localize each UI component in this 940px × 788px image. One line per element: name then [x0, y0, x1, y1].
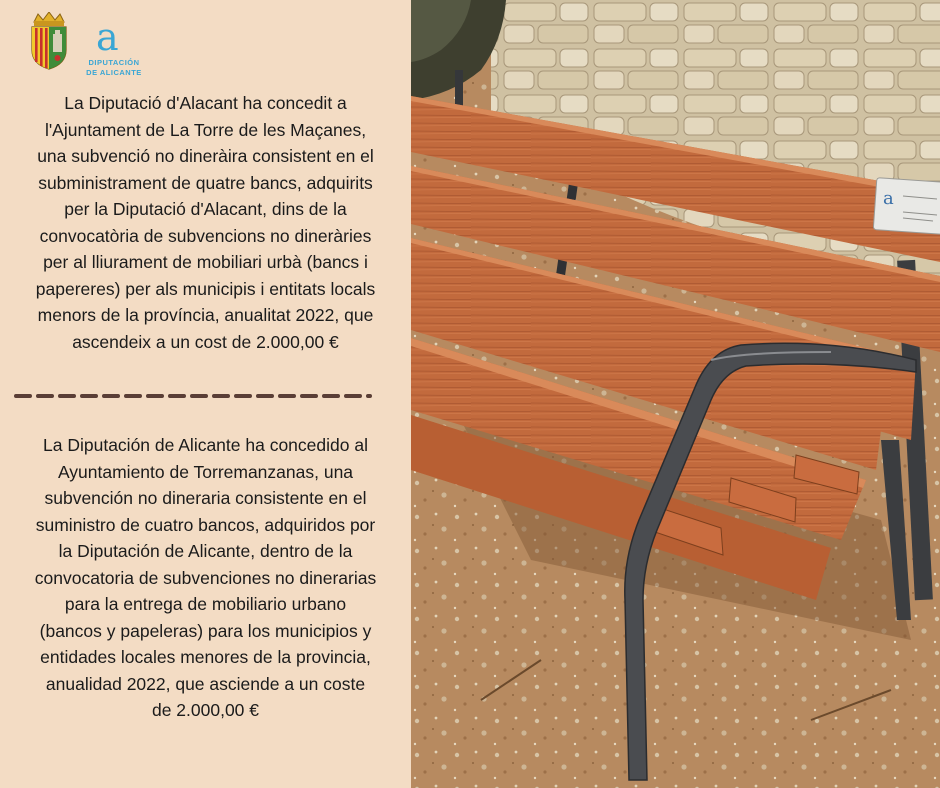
text-line: menors de la província, anualitat 2022, que: [37, 305, 374, 325]
diputacion-logo: [86, 15, 142, 78]
text-line: La Diputació d'Alacant ha concedit a: [64, 93, 347, 113]
dashed-divider: [14, 393, 374, 399]
text-line: (bancos y papeleras) para los municipios y: [39, 620, 372, 641]
text-line: Ayuntamiento de Torremanzanas, una: [57, 461, 354, 482]
text-line: una subvenció no dineràira consistent en el: [37, 146, 374, 166]
diputacion-mark: a: [96, 15, 119, 59]
text-line: suministro de cuatro bancos, adquiridos por: [35, 514, 376, 535]
text-line: subministrament de quatre bancs, adquirits: [38, 172, 373, 193]
text-line: ascendeix a un cost de 2.000,00 €: [72, 331, 339, 352]
plaque-mark: a: [883, 188, 894, 209]
text-line: para la entrega de mobiliario urbano: [64, 594, 347, 614]
text-line: La Diputación de Alicante ha concedido al: [43, 435, 368, 455]
text-line: la Diputación de Alicante, dentro de la: [58, 541, 353, 561]
text-line: subvención no dineraria consistente en el: [44, 488, 367, 508]
text-panel: [0, 0, 411, 788]
text-line: anualidad 2022, que asciende a un coste: [45, 673, 366, 694]
text-line: per al lliurament de mobiliari urbà (bancs i: [43, 252, 368, 272]
valencian-announcement: [8, 90, 403, 355]
bench-photo: [411, 0, 940, 788]
text-line: convocatòria de subvencions no dineràries: [39, 225, 372, 246]
text-line: per la Diputació d'Alacant, dins de la: [64, 199, 347, 219]
coat-of-arms-icon: [28, 12, 70, 70]
spanish-announcement: [8, 432, 403, 724]
text-line: l'Ajuntament de La Torre de les Maçanes,: [44, 119, 367, 140]
text-line: convocatoria de subvenciones no dinerarias: [34, 567, 377, 588]
text-line: de 2.000,00 €: [151, 700, 260, 720]
text-line: entidades locales menores de la provincia,: [40, 647, 371, 667]
bench-plaque: [873, 178, 940, 235]
diputacion-logo-line2: DE ALICANTE: [86, 68, 142, 77]
text-line: papereres) per als municipis i entitats locals: [35, 278, 376, 299]
diputacion-logo-line1: DIPUTACIÓN: [88, 58, 140, 67]
